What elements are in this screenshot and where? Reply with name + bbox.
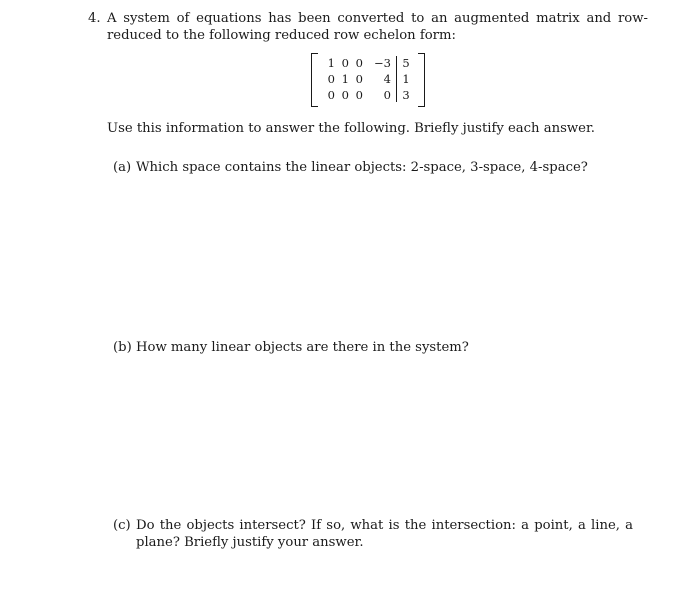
matrix-row-2 [321, 71, 414, 87]
matrix-entry: −3 [374, 56, 391, 70]
matrix-right-bracket [418, 53, 425, 107]
matrix-row-3 [321, 87, 414, 103]
matrix-entry: 0 [341, 88, 349, 102]
part-question: Do the objects intersect? If so, what is the intersection: a point, a line, a plane? Briefly justify your answer. [136, 518, 633, 550]
matrix-entry: 0 [327, 72, 335, 86]
matrix-augmented-entry: 5 [402, 56, 410, 70]
matrix-entry: 0 [355, 88, 363, 102]
problem-number: 4. [88, 11, 101, 26]
part-question: Which space contains the linear objects: 2-space, 3-space, 4-space? [136, 160, 588, 175]
part-label: (c) [113, 518, 131, 533]
matrix-entry: 1 [327, 56, 335, 70]
question-part-b [113, 339, 633, 356]
matrix-entry: 1 [341, 72, 349, 86]
problem-text: A system of equations has been converted to an augmented matrix and row-reduced to the following reduced row echelon form: [107, 11, 648, 43]
matrix-augmented-entry: 3 [402, 88, 410, 102]
matrix-entry: 0 [327, 88, 335, 102]
matrix-entry: 0 [341, 56, 349, 70]
augmented-matrix [311, 53, 425, 105]
instruction-text: Use this information to answer the following. Briefly justify each answer. [107, 121, 595, 136]
part-question: How many linear objects are there in the system? [136, 340, 469, 355]
question-part-a [113, 159, 633, 176]
matrix-entries [321, 55, 414, 103]
part-label: (a) [113, 160, 132, 175]
matrix-entry: 4 [383, 72, 391, 86]
problem-statement [88, 10, 648, 44]
matrix-left-bracket [311, 53, 318, 107]
matrix-entry: 0 [383, 88, 391, 102]
matrix-entry: 0 [355, 72, 363, 86]
question-part-c [113, 517, 633, 551]
matrix-entry: 0 [355, 56, 363, 70]
matrix-row-1 [321, 55, 414, 71]
part-label: (b) [113, 340, 132, 355]
matrix-augmented-entry: 1 [402, 72, 410, 86]
